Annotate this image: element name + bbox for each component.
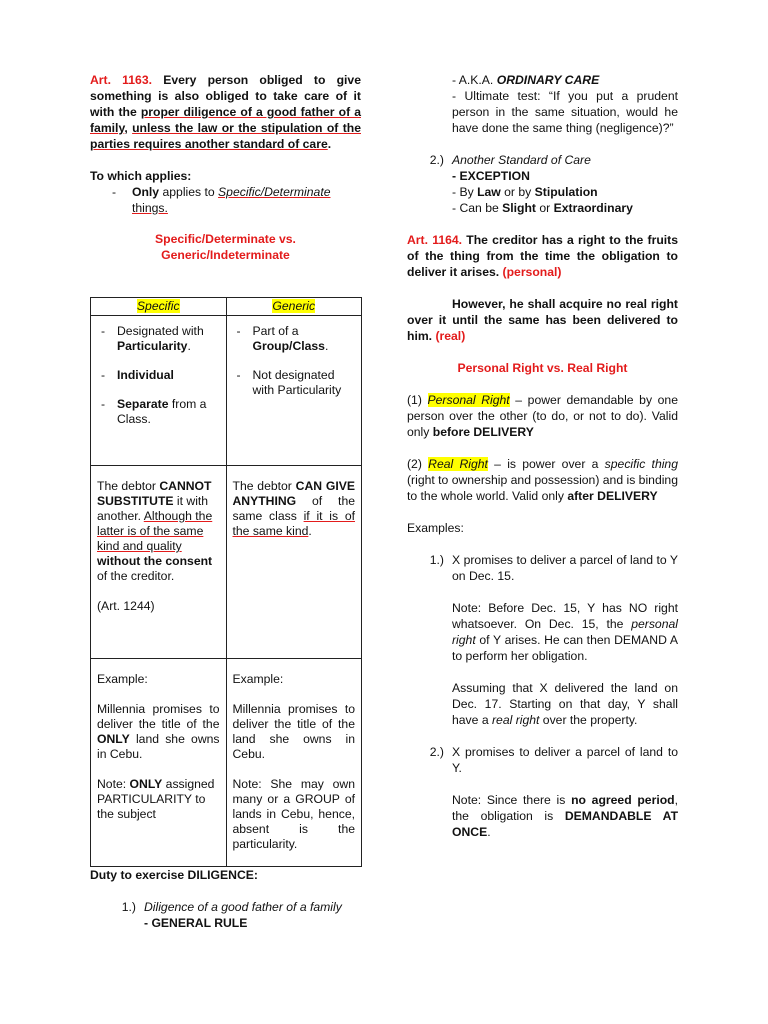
art1164-label: Art. 1164. [407, 233, 463, 247]
art1163-comma: , [124, 121, 128, 135]
example-assume: Assuming that X delivered the land on Dec. 17. Starting on that day, Y shall have a [452, 681, 678, 727]
aka-italic: ORDINARY CARE [496, 73, 600, 87]
example-note: Note: Before Dec. 15, Y has NO right whatsoever. On Dec. 15, the [452, 601, 678, 631]
debtor-bold: CANNOT SUBSTITUTE [97, 479, 212, 508]
debtor-text: The debtor [97, 479, 156, 493]
debtor-bold: CAN GIVE ANYTHING [232, 479, 355, 508]
however-paragraph [407, 296, 678, 344]
item-exception: - EXCEPTION [452, 169, 530, 183]
point-text: Part of a [252, 324, 299, 338]
left-column [90, 72, 361, 263]
item-text-can: - Can be [452, 201, 499, 215]
applies-heading: To which applies: [90, 169, 192, 183]
example-note-3: . [487, 825, 491, 839]
pr2-text-2: (right to ownership and possession) and is binding to the whole world. Valid only [407, 473, 678, 503]
example-assume-italic: real right [491, 713, 540, 727]
item-stipulation: Stipulation [534, 185, 598, 199]
art1163-paragraph [90, 72, 361, 152]
example-text: X promises to deliver a parcel of land to Y. [452, 745, 678, 775]
specific-debtor-cell [91, 466, 227, 659]
art1164-text: The creditor has a right to the fruits of the thing from the time the obligation to deliver it arises. [407, 233, 679, 279]
art1163-underlined-2: unless the law or the stipulation of the parties requires another standard of care [90, 121, 361, 151]
personal-real-title: Personal Right vs. Real Right [457, 361, 628, 375]
however-text: However, he shall acquire no real right over it until the same has been delivered to him. [407, 297, 678, 343]
right-column [407, 72, 678, 840]
diligence-item-2 [407, 152, 678, 216]
table-row [91, 659, 362, 867]
example-note-bold: no agreed period [571, 793, 675, 807]
dash-marker: - [112, 185, 117, 199]
pr2-term: Real Right [428, 457, 488, 471]
duty-section [90, 867, 361, 931]
example-note-2: , the obligation is [452, 793, 678, 823]
table-row [91, 316, 362, 466]
pr1-term: Personal Right [427, 393, 510, 407]
point-post: . [187, 339, 191, 353]
specific-example-cell [91, 659, 227, 867]
example-note-bold-2: DEMANDABLE AT ONCE [452, 809, 679, 839]
applies-only: Only [132, 185, 160, 199]
debtor-text-3: . [308, 524, 312, 538]
duty-item-number: 1.) [121, 900, 136, 914]
table-header-specific [91, 298, 227, 316]
item-extraordinary: Extraordinary [553, 201, 633, 215]
debtor-underlined: Although the latter is of the same kind and quality [97, 509, 213, 553]
example-text-2: land she owns in Cebu. [97, 732, 220, 761]
point-post: . [324, 339, 329, 353]
generic-points-cell [226, 316, 362, 466]
point-bold: Individual [117, 368, 174, 382]
list-item: - Part of a Group/Class. [236, 324, 329, 353]
art1164-paragraph [407, 232, 678, 280]
applies-item [90, 184, 361, 216]
ultimate-test: - Ultimate test: “If you put a prudent person in the same situation, would he have done the same thing (negligence)?” [452, 89, 678, 135]
point-text: Not designated with Particularity [252, 368, 342, 397]
debtor-text: The debtor [232, 479, 292, 493]
pr2-italic: specific thing [604, 457, 678, 471]
duty-item-1 [90, 899, 361, 931]
pr1-text: – power demandable by one person over the other (to do, or not to do). Valid only [407, 393, 678, 439]
example-text: X promises to deliver a parcel of land to Y on Dec. 15. [452, 553, 678, 583]
pr2-text: – is power over a [494, 457, 599, 471]
note-text: assigned PARTICULARITY to the subject [97, 777, 215, 821]
item-title: Another Standard of Care [452, 153, 591, 167]
item-text-or2: or [539, 201, 551, 215]
pr1-bold: before DELIVERY [432, 425, 534, 439]
art1163-underlined-1: proper diligence of a good father of a family [90, 105, 361, 135]
note-bold: ONLY [129, 777, 163, 791]
example-text: Millennia promises to deliver the title of the land she owns in Cebu. [232, 702, 355, 761]
point-text: Designated with [117, 324, 204, 338]
example-text: Millennia promises to deliver the title of the [97, 702, 220, 731]
applies-things: things. [132, 201, 168, 215]
example-bold: ONLY [97, 732, 130, 746]
debtor-bold-2: without the consent [97, 554, 213, 568]
example-label: Example: [232, 672, 284, 686]
duty-item-rule: - GENERAL RULE [144, 916, 248, 930]
vs-title-2: Generic/Indeterminate [161, 248, 290, 262]
debtor-text-3: of the creditor. [97, 569, 175, 583]
example-note-2: of Y arises. He can then DEMAND A to perform her obligation. [452, 633, 679, 663]
list-item: - Designated with Particularity. [101, 324, 204, 353]
real-right-paragraph [407, 456, 678, 504]
header-specific-label: Specific [136, 299, 180, 313]
item-slight: Slight [502, 201, 536, 215]
vs-title-1: Specific/Determinate vs. [155, 232, 296, 246]
examples-label: Examples: [407, 521, 464, 535]
generic-debtor-cell [226, 466, 362, 659]
point-bold: Particularity [117, 339, 188, 353]
table-header-generic [226, 298, 362, 316]
list-item: - Individual [101, 368, 174, 382]
applies-text: applies to [162, 185, 215, 199]
example-item-2 [407, 744, 678, 840]
however-real: (real) [435, 329, 466, 343]
duty-item-text: Diligence of a good father of a family [144, 900, 342, 914]
note-text: Note: She may own many or a GROUP of lands in Cebu, hence, absent is the particularity. [232, 777, 355, 851]
personal-right-paragraph [407, 392, 678, 440]
art1163-text: Every person obliged to give something is also obliged to take care of it with the [90, 73, 361, 119]
table-header-row [91, 298, 362, 316]
point-bold: Group/Class [252, 339, 325, 353]
aka-text: - A.K.A. [452, 73, 494, 87]
pr2-bold: after DELIVERY [567, 489, 658, 503]
item-text-or: or by [504, 185, 532, 199]
example-number: 1.) [429, 553, 444, 567]
note-label: Note: [97, 777, 127, 791]
header-generic-label: Generic [272, 299, 316, 313]
example-item-1 [407, 552, 678, 728]
table-row [91, 466, 362, 659]
example-note-italic: personal right [452, 617, 678, 647]
list-item: - Not designated with Particularity [233, 368, 356, 398]
example-assume-2: over the property. [542, 713, 638, 727]
diligence-continuation [407, 72, 678, 136]
debtor-text-2: it with another. [97, 494, 209, 523]
debtor-text-2: of the same class [232, 494, 356, 523]
art1163-end: . [327, 137, 332, 151]
pr1-number: (1) [407, 393, 422, 407]
specific-points-cell [91, 316, 227, 466]
list-item: - Separate from a Class. [101, 397, 207, 426]
point-post: from a Class. [117, 397, 207, 426]
example-note: Note: Since there is [452, 793, 566, 807]
art1164-personal: (personal) [502, 265, 562, 279]
example-label: Example: [97, 672, 148, 686]
item-number: 2.) [429, 153, 444, 167]
item-text: - By [452, 185, 474, 199]
generic-example-cell [226, 659, 362, 867]
art1163-label: Art. 1163. [90, 73, 152, 87]
example-number: 2.) [429, 745, 444, 759]
article-reference: (Art. 1244) [97, 599, 155, 613]
applies-italic: Specific/Determinate [218, 185, 331, 199]
duty-heading: Duty to exercise DILIGENCE: [90, 868, 258, 882]
debtor-underlined: if it is of the same kind [232, 509, 356, 538]
pr2-number: (2) [407, 457, 422, 471]
item-law: Law [477, 185, 501, 199]
point-bold: Separate [117, 397, 169, 411]
comparison-table [90, 297, 362, 867]
